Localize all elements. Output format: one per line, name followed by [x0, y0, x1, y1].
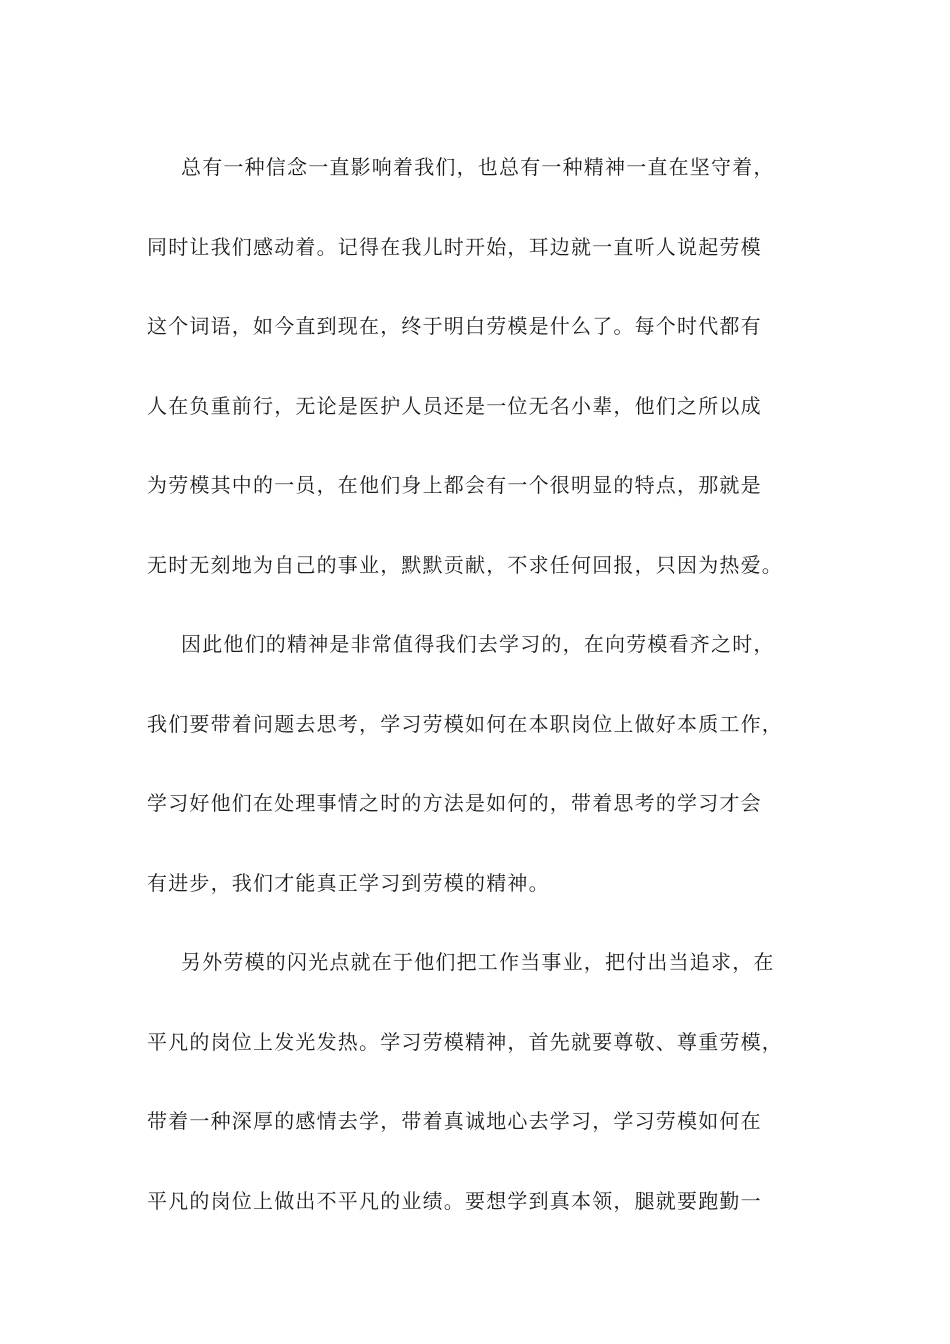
paragraph-3-line-4: 平凡的岗位上做出不平凡的业绩。要想学到真本领，腿就要跑勤一 — [147, 1188, 762, 1213]
paragraph-1-line-2: 同时让我们感动着。记得在我儿时开始，耳边就一直听人说起劳模 — [147, 234, 762, 259]
paragraph-2-line-3: 学习好他们在处理事情之时的方法是如何的，带着思考的学习才会 — [147, 791, 762, 815]
paragraph-2-line-2: 我们要带着问题去思考，学习劳模如何在本职岗位上做好本质工作， — [147, 711, 783, 736]
paragraph-1-line-6: 无时无刻地为自己的事业，默默贡献，不求任何回报，只因为热爱。 — [147, 552, 783, 577]
paragraph-1-line-3: 这个词语，如今直到现在，终于明白劳模是什么了。每个时代都有 — [147, 314, 762, 338]
document-body — [147, 128, 807, 1241]
paragraph-2-line-4: 有进步，我们才能真正学习到劳模的精神。 — [147, 870, 550, 895]
paragraph-3-line-1: 另外劳模的闪光点就在于他们把工作当事业，把付出当追求，在 — [181, 950, 775, 974]
paragraph-2-line-1: 因此他们的精神是非常值得我们去学习的，在向劳模看齐之时， — [181, 632, 775, 656]
paragraph-1-line-4: 人在负重前行，无论是医护人员还是一位无名小辈，他们之所以成 — [147, 393, 762, 418]
paragraph-3-line-2: 平凡的岗位上发光发热。学习劳模精神，首先就要尊敬、尊重劳模， — [147, 1029, 783, 1054]
paragraph-3-line-3: 带着一种深厚的感情去学，带着真诚地心去学习，学习劳模如何在 — [147, 1109, 762, 1133]
paragraph-1-line-5: 为劳模其中的一员，在他们身上都会有一个很明显的特点，那就是 — [147, 473, 762, 497]
paragraph-1-line-1: 总有一种信念一直影响着我们，也总有一种精神一直在坚守着， — [181, 155, 775, 179]
